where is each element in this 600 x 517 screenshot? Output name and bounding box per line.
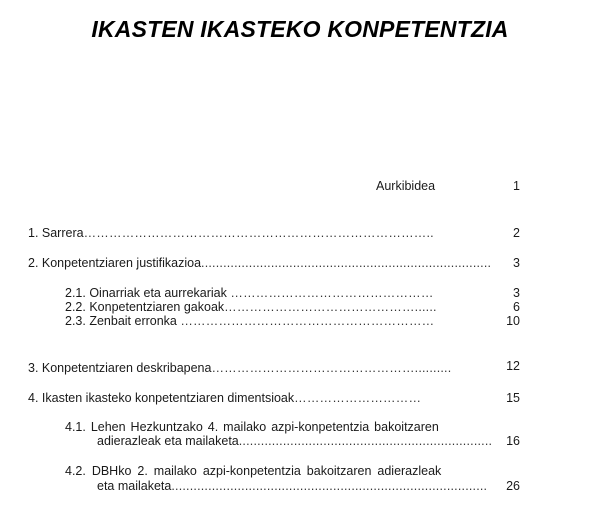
toc-entry-label: 2.3. Zenbait erronka [65,314,177,328]
toc-entry-label: 4. Ikasten ikasteko konpetentziaren dimentsioak [28,391,295,405]
toc-entry-label: 2.2. Konpetentziaren gakoak [65,300,225,314]
toc-entry-4[interactable] [28,391,421,406]
toc-entry-4-1-line1[interactable] [65,420,439,435]
toc-leader-dots: ……………………………………………………………………….. [83,226,434,240]
toc-leader-dots: ………………………………………… [230,286,434,300]
toc-entry-1-page: 2 [513,226,520,240]
toc-entry-2-1-page: 3 [513,286,520,300]
toc-entry-2-2[interactable] [65,300,437,315]
toc-entry-2[interactable] [28,256,491,271]
toc-entry-4-2-line2[interactable] [97,479,487,494]
toc-heading-page: 1 [513,179,520,193]
toc-entry-label: 1. Sarrera [28,226,84,240]
toc-entry-4-1-line2[interactable] [97,434,492,449]
toc-entry-label: 2. Konpetentziaren justifikazioa [28,256,202,270]
toc-entry-2-2-page: 6 [513,300,520,314]
toc-leader-dots: ………………………………………...... [224,300,437,314]
toc-leader-dots: ………………………… [294,391,422,405]
toc-entry-4-2-page: 26 [506,479,520,493]
toc-entry-3[interactable] [28,361,451,376]
toc-entry-4-2-line1[interactable] [65,464,441,479]
toc-entry-1[interactable] [28,226,434,241]
toc-entry-label: 4.2. DBHko 2. mailako azpi-konpetentzia bakoitzaren adierazleak [65,464,442,478]
toc-leader-dots: ............................................................................... [201,256,492,270]
page-title: IKASTEN IKASTEKO KONPETENTZIA [91,16,509,42]
toc-entry-label: 4.1. Lehen Hezkuntzako 4. mailako azpi-konpetentzia bakoitzaren [65,420,439,434]
toc-entry-label: eta mailaketa [97,479,172,493]
toc-entry-2-page: 3 [513,256,520,270]
toc-leader-dots: ...................................................................................... [171,479,488,493]
toc-entry-label: 2.1. Oinarriak eta aurrekariak [65,286,227,300]
toc-leader-dots: …………………………………………………… [180,314,435,328]
toc-entry-2-3-page: 10 [506,314,520,328]
toc-heading-label: Aurkibidea [376,179,436,193]
toc-entry-2-1[interactable] [65,286,434,301]
toc-leader-dots: ………………………………………….......... [211,361,452,375]
toc-entry-label: adierazleak eta mailaketa [97,434,239,448]
toc-leader-dots: ..................................................................... [238,434,493,448]
toc-entry-label: 3. Konpetentziaren deskribapena [28,361,212,375]
toc-entry-4-page: 15 [506,391,520,405]
toc-heading [376,179,435,194]
toc-entry-4-1-page: 16 [506,434,520,448]
toc-entry-3-page: 12 [506,359,520,373]
toc-entry-2-3[interactable] [65,314,434,329]
